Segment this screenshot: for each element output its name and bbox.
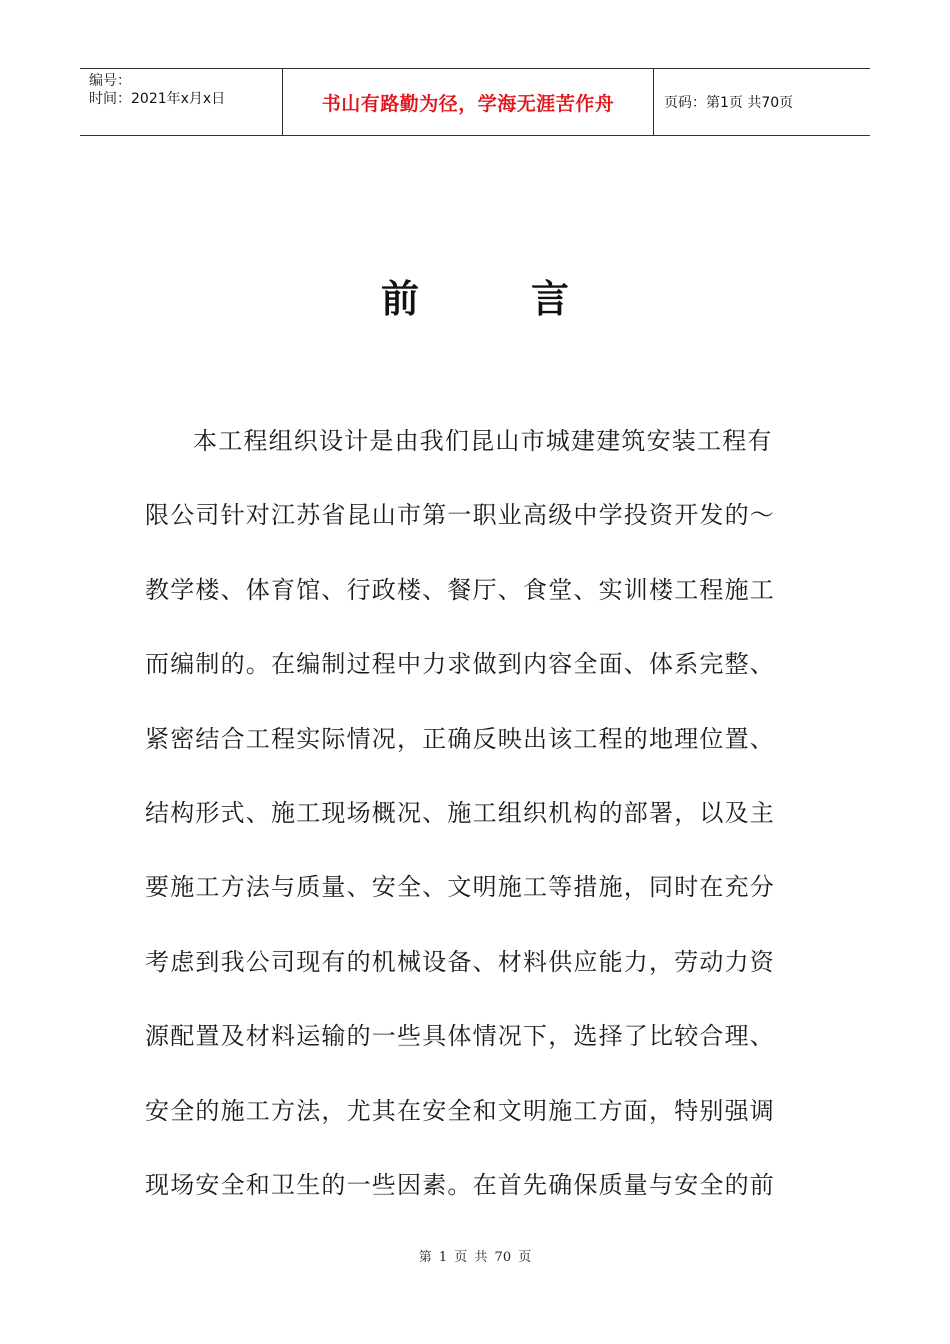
body-line: 要施工方法与质量、安全、文明施工等措施，同时在充分 bbox=[145, 873, 775, 902]
body-line: 限公司针对江苏省昆山市第一职业高级中学投资开发的～ bbox=[145, 501, 775, 530]
title-char-2: 言 bbox=[531, 276, 570, 321]
body-line: 而编制的。在编制过程中力求做到内容全面、体系完整、 bbox=[145, 650, 775, 679]
header-motto: 书山有路勤为径，学海无涯苦作舟 bbox=[282, 69, 654, 135]
body-line: 考虑到我公司现有的机械设备、材料供应能力，劳动力资 bbox=[145, 947, 775, 976]
body-line: 本工程组织设计是由我们昆山市城建建筑安装工程有 bbox=[193, 427, 773, 455]
document-date: 时间：2021年x月x日 bbox=[89, 91, 226, 107]
page-header bbox=[80, 68, 870, 136]
header-meta bbox=[80, 69, 282, 135]
body-line: 安全的施工方法，尤其在安全和文明施工方面，特别强调 bbox=[145, 1096, 775, 1125]
body-line: 教学楼、体育馆、行政楼、餐厅、食堂、实训楼工程施工 bbox=[145, 575, 775, 604]
title-char-1: 前 bbox=[380, 276, 419, 321]
preface-body bbox=[145, 415, 805, 1233]
document-number-label: 编号： bbox=[89, 73, 131, 89]
page-footer: 第 1 页 共 70 页 bbox=[418, 1250, 532, 1265]
body-line: 现场安全和卫生的一些因素。在首先确保质量与安全的前 bbox=[145, 1170, 775, 1199]
body-line: 源配置及材料运输的一些具体情况下，选择了比较合理、 bbox=[145, 1022, 775, 1051]
body-line: 紧密结合工程实际情况，正确反映出该工程的地理位置、 bbox=[145, 724, 775, 753]
header-page-info: 页码：第1页 共70页 bbox=[664, 95, 794, 111]
document-title bbox=[0, 268, 950, 323]
body-line: 结构形式、施工现场概况、施工组织机构的部署，以及主 bbox=[145, 798, 775, 827]
